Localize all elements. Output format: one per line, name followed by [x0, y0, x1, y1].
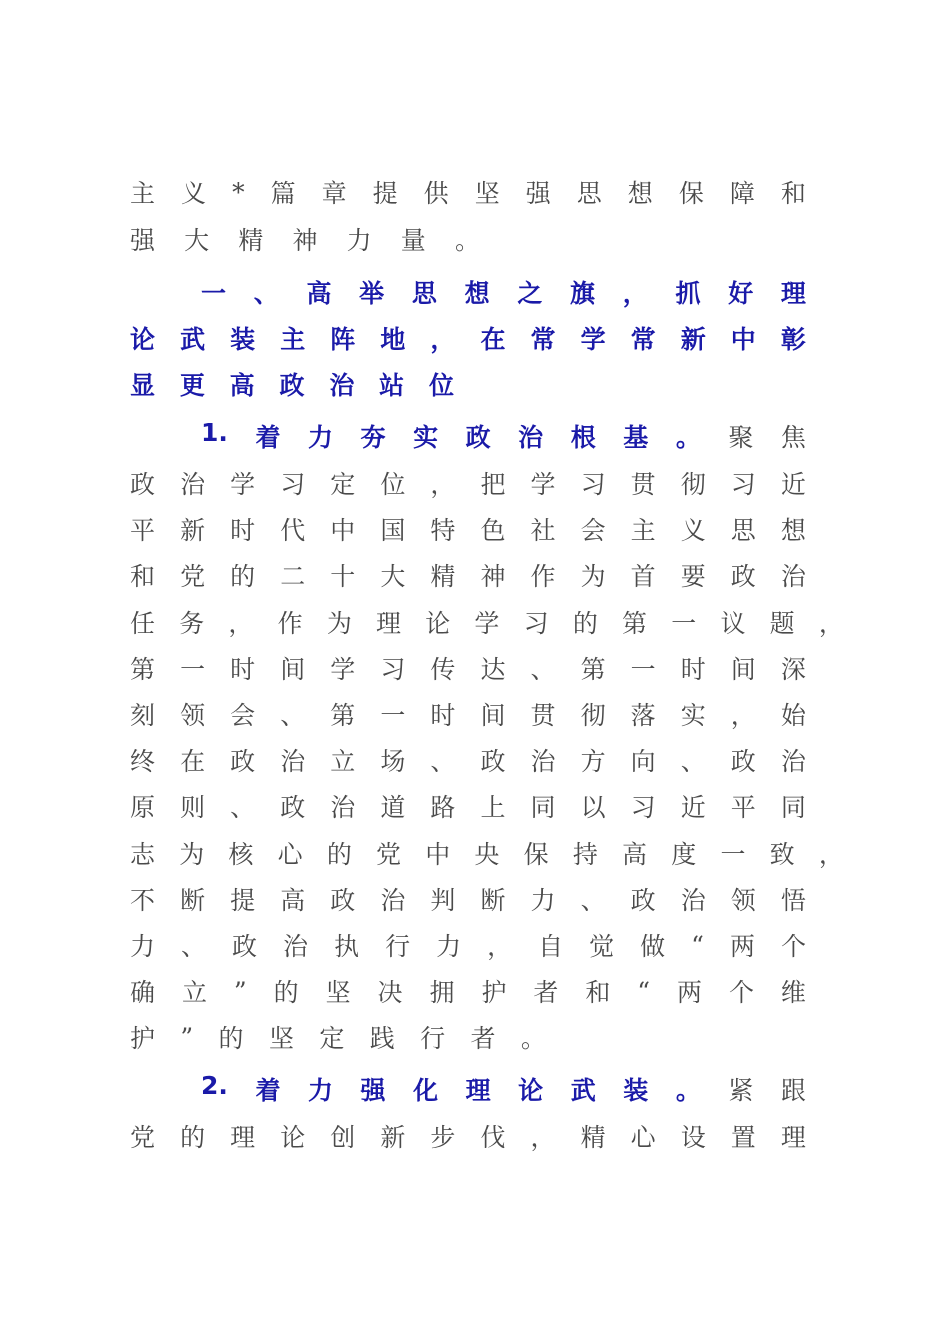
glyph: 终	[130, 747, 156, 777]
glyph: 治	[780, 747, 806, 777]
glyph: 彻	[580, 701, 606, 730]
glyph: 学	[330, 654, 356, 684]
glyph: 一	[380, 701, 406, 730]
glyph: 。	[675, 1076, 701, 1105]
glyph: 持	[572, 839, 598, 869]
glyph: 大	[380, 562, 406, 592]
glyph: ，	[818, 839, 844, 869]
glyph: 论	[130, 325, 156, 354]
glyph: 武	[570, 1076, 596, 1105]
glyph: 思	[730, 516, 756, 546]
glyph: 装	[230, 325, 256, 354]
glyph: 者	[470, 1024, 496, 1054]
glyph: 彰	[780, 325, 806, 354]
glyph: 保	[678, 179, 704, 208]
glyph: 想	[780, 516, 806, 546]
glyph: 焦	[780, 423, 806, 452]
glyph: 道	[380, 793, 406, 823]
glyph: 第	[622, 608, 648, 638]
glyph: 中	[330, 516, 356, 546]
glyph: 治	[280, 747, 306, 777]
glyph: 高	[622, 839, 648, 869]
glyph: 一	[630, 654, 656, 684]
glyph: 跟	[780, 1076, 806, 1105]
glyph: 心	[630, 1123, 656, 1152]
glyph: 量	[400, 226, 426, 255]
glyph: 原	[130, 793, 156, 823]
glyph: 拥	[429, 978, 455, 1008]
section-1-heading-line-2	[130, 318, 806, 358]
glyph: 平	[130, 516, 156, 546]
glyph: 政	[465, 423, 491, 452]
glyph: 、	[181, 932, 207, 961]
glyph: 同	[530, 793, 556, 823]
glyph: 的	[180, 1123, 206, 1152]
glyph: 思	[411, 279, 437, 308]
body-line	[130, 971, 806, 1011]
glyph: 治	[180, 470, 206, 499]
glyph: 心	[277, 839, 303, 869]
glyph: ，	[430, 470, 456, 499]
glyph: 议	[720, 608, 746, 638]
body-line	[130, 740, 806, 780]
glyph: 大	[184, 226, 210, 255]
glyph: ”	[233, 976, 247, 1006]
glyph: 阵	[330, 325, 356, 354]
glyph: 平	[730, 793, 756, 823]
glyph: 特	[430, 516, 456, 546]
glyph: 力	[307, 423, 333, 452]
glyph: 强	[130, 226, 156, 255]
glyph: ，	[818, 608, 844, 638]
glyph: 思	[576, 179, 602, 208]
glyph: 常	[630, 325, 656, 354]
glyph: 高	[280, 885, 306, 915]
glyph: 之	[517, 279, 543, 308]
item-number: 1.	[201, 418, 228, 447]
glyph: ，	[487, 932, 513, 961]
glyph: 近	[680, 793, 706, 823]
glyph: 力	[307, 1076, 333, 1105]
body-line	[130, 1017, 546, 1057]
item-1-title-row	[201, 418, 806, 454]
glyph: 夯	[360, 423, 386, 452]
glyph: 习	[280, 470, 306, 499]
glyph: 度	[671, 839, 697, 869]
glyph: 执	[334, 932, 360, 961]
glyph: 维	[780, 978, 806, 1008]
glyph: 章	[321, 179, 347, 208]
glyph: 义	[680, 516, 706, 546]
glyph: 的	[273, 978, 299, 1008]
glyph: 护	[130, 1024, 156, 1054]
glyph: 者	[533, 978, 559, 1008]
glyph: 理	[465, 1076, 491, 1105]
glyph: 时	[230, 654, 256, 684]
glyph: 彻	[680, 470, 706, 499]
glyph: 和	[780, 179, 806, 208]
glyph: 旗	[570, 279, 596, 308]
glyph: 和	[585, 978, 611, 1008]
item-2-title-row	[201, 1071, 806, 1107]
glyph: 精	[238, 226, 264, 255]
glyph: 神	[480, 562, 506, 592]
glyph: 新	[380, 1123, 406, 1152]
glyph: “	[637, 976, 651, 1006]
glyph: 领	[180, 701, 206, 730]
glyph: 一	[671, 608, 697, 638]
glyph: 位	[380, 470, 406, 499]
glyph: 力	[130, 932, 156, 961]
glyph: 为	[580, 562, 606, 592]
glyph: 更	[179, 371, 205, 400]
glyph: 。	[520, 1024, 546, 1054]
glyph: 个	[728, 978, 754, 1008]
glyph: 同	[780, 793, 806, 823]
glyph: 在	[180, 747, 206, 777]
glyph: 第	[580, 654, 606, 684]
glyph: 习	[380, 654, 406, 684]
glyph: 为	[326, 608, 352, 638]
glyph: 、	[430, 747, 456, 777]
glyph: 主	[630, 516, 656, 546]
glyph: 、	[230, 793, 256, 823]
glyph: 作	[530, 562, 556, 592]
glyph: 习	[580, 470, 606, 499]
glyph: 领	[730, 885, 756, 915]
glyph: 抓	[675, 279, 701, 308]
body-line	[130, 509, 806, 549]
glyph: 的	[572, 608, 598, 638]
glyph: 作	[277, 608, 303, 638]
body-line	[130, 648, 806, 688]
glyph: 治	[518, 423, 544, 452]
glyph: 学	[230, 470, 256, 499]
glyph: 政	[630, 885, 656, 915]
glyph: 学	[580, 325, 606, 354]
glyph: 践	[369, 1024, 395, 1054]
glyph: 着	[255, 1076, 281, 1105]
glyph: 断	[480, 885, 506, 915]
body-line	[130, 1116, 806, 1156]
glyph: 题	[769, 608, 795, 638]
glyph: 力	[346, 226, 372, 255]
glyph: 党	[180, 562, 206, 592]
glyph: 的	[326, 839, 352, 869]
glyph: 任	[130, 608, 156, 638]
glyph: 落	[630, 701, 656, 730]
glyph: 刻	[130, 701, 156, 730]
glyph: 党	[376, 839, 402, 869]
glyph: 力	[436, 932, 462, 961]
glyph: 则	[180, 793, 206, 823]
glyph: 立	[181, 978, 207, 1008]
glyph: 置	[730, 1123, 756, 1152]
glyph: 新	[680, 325, 706, 354]
glyph: 举	[359, 279, 385, 308]
glyph: 做	[640, 932, 666, 961]
glyph: 治	[680, 885, 706, 915]
glyph: 首	[630, 562, 656, 592]
glyph: 治	[780, 562, 806, 592]
glyph: 理	[376, 608, 402, 638]
glyph: 学	[474, 608, 500, 638]
glyph: 强	[360, 1076, 386, 1105]
body-line	[130, 463, 806, 503]
glyph: *	[232, 177, 245, 207]
glyph: 论	[518, 1076, 544, 1105]
glyph: 着	[255, 423, 281, 452]
glyph: 武	[180, 325, 206, 354]
glyph: 精	[580, 1123, 606, 1152]
glyph: 供	[423, 179, 449, 208]
intro-line-2	[130, 219, 480, 259]
glyph: 站	[379, 371, 405, 400]
glyph: 政	[279, 371, 305, 400]
glyph: 紧	[728, 1076, 754, 1105]
glyph: 向	[630, 747, 656, 777]
glyph: ，	[530, 1123, 556, 1152]
body-line	[130, 555, 806, 595]
glyph: 致	[769, 839, 795, 869]
glyph: 显	[130, 371, 156, 400]
glyph: 习	[523, 608, 549, 638]
glyph: 、	[253, 279, 279, 308]
body-line	[130, 786, 806, 826]
glyph: 行	[385, 932, 411, 961]
glyph: 精	[430, 562, 456, 592]
item-2-first-line	[201, 1069, 806, 1109]
glyph: 间	[730, 654, 756, 684]
glyph: 化	[413, 1076, 439, 1105]
glyph: 路	[430, 793, 456, 823]
glyph: 方	[580, 747, 606, 777]
glyph: 高	[229, 371, 255, 400]
glyph: 、	[680, 747, 706, 777]
glyph: 理	[780, 1123, 806, 1152]
item-number: 2.	[201, 1071, 228, 1100]
glyph: 位	[428, 371, 454, 400]
body-line	[130, 833, 844, 873]
glyph: 悟	[780, 885, 806, 915]
glyph: 坚	[474, 179, 500, 208]
glyph: 深	[780, 654, 806, 684]
glyph: 断	[180, 885, 206, 915]
glyph: 根	[570, 423, 596, 452]
glyph: 。	[454, 226, 480, 255]
body-line	[130, 879, 806, 919]
glyph: 政	[130, 470, 156, 499]
glyph: 在	[480, 325, 506, 354]
glyph: 地	[380, 325, 406, 354]
glyph: 近	[780, 470, 806, 499]
glyph: 时	[430, 701, 456, 730]
glyph: 、	[280, 701, 306, 730]
glyph: 色	[480, 516, 506, 546]
glyph: 第	[130, 654, 156, 684]
item-1-first-line	[201, 416, 806, 456]
glyph: 两	[677, 978, 703, 1008]
glyph: 治	[330, 793, 356, 823]
glyph: 会	[580, 516, 606, 546]
glyph: ，	[730, 701, 756, 730]
glyph: 始	[780, 701, 806, 730]
glyph: 一	[201, 279, 227, 308]
glyph: 两	[729, 932, 755, 961]
glyph: 步	[430, 1123, 456, 1152]
glyph: 政	[280, 793, 306, 823]
glyph: 保	[523, 839, 549, 869]
glyph: 设	[680, 1123, 706, 1152]
glyph: 确	[130, 978, 156, 1008]
glyph: 实	[413, 423, 439, 452]
glyph: 治	[283, 932, 309, 961]
glyph: 定	[319, 1024, 345, 1054]
glyph: ，	[430, 325, 456, 354]
glyph: 党	[130, 1123, 156, 1152]
glyph: 社	[530, 516, 556, 546]
glyph: 政	[232, 932, 258, 961]
glyph: 代	[280, 516, 306, 546]
glyph: 、	[530, 654, 556, 684]
glyph: 主	[280, 325, 306, 354]
body-line	[130, 925, 806, 965]
glyph: 务	[179, 608, 205, 638]
glyph: 核	[228, 839, 254, 869]
glyph: 习	[730, 470, 756, 499]
glyph: 定	[330, 470, 356, 499]
glyph: 政	[730, 562, 756, 592]
glyph: 央	[474, 839, 500, 869]
glyph: 决	[377, 978, 403, 1008]
glyph: 间	[280, 654, 306, 684]
glyph: 理	[230, 1123, 256, 1152]
glyph: 把	[480, 470, 506, 499]
glyph: 好	[728, 279, 754, 308]
glyph: 间	[480, 701, 506, 730]
glyph: 个	[780, 932, 806, 961]
glyph: 为	[179, 839, 205, 869]
glyph: 、	[580, 885, 606, 915]
glyph: 想	[627, 179, 653, 208]
intro-line-1	[130, 172, 806, 212]
glyph: “	[691, 930, 704, 960]
glyph: 论	[425, 608, 451, 638]
glyph: 学	[530, 470, 556, 499]
glyph: 和	[130, 562, 156, 592]
glyph: 坚	[325, 978, 351, 1008]
glyph: 以	[580, 793, 606, 823]
glyph: 一	[720, 839, 746, 869]
glyph: 立	[330, 747, 356, 777]
glyph: 政	[330, 885, 356, 915]
glyph: 不	[130, 885, 156, 915]
glyph: 会	[230, 701, 256, 730]
glyph: 场	[380, 747, 406, 777]
glyph: ”	[180, 1022, 194, 1052]
glyph: ，	[228, 608, 254, 638]
glyph: 伐	[480, 1123, 506, 1152]
glyph: 传	[430, 654, 456, 684]
glyph: 国	[380, 516, 406, 546]
glyph: ，	[622, 279, 648, 308]
glyph: 聚	[728, 423, 754, 452]
glyph: 政	[230, 747, 256, 777]
glyph: 习	[630, 793, 656, 823]
glyph: 篇	[270, 179, 296, 208]
glyph: 想	[464, 279, 490, 308]
glyph: 贯	[530, 701, 556, 730]
glyph: 神	[292, 226, 318, 255]
glyph: 时	[230, 516, 256, 546]
glyph: 义	[181, 179, 207, 208]
glyph: 十	[330, 562, 356, 592]
glyph: 治	[530, 747, 556, 777]
glyph: 中	[730, 325, 756, 354]
glyph: 达	[480, 654, 506, 684]
body-line	[130, 602, 844, 642]
glyph: 障	[729, 179, 755, 208]
glyph: 实	[680, 701, 706, 730]
glyph: 新	[180, 516, 206, 546]
glyph: 政	[480, 747, 506, 777]
glyph: 第	[330, 701, 356, 730]
glyph: 高	[306, 279, 332, 308]
glyph: 理	[780, 279, 806, 308]
glyph: 基	[623, 423, 649, 452]
glyph: 的	[218, 1024, 244, 1054]
glyph: 自	[538, 932, 564, 961]
section-1-heading-line-1	[201, 272, 806, 312]
glyph: 治	[329, 371, 355, 400]
glyph: 政	[730, 747, 756, 777]
glyph: 力	[530, 885, 556, 915]
glyph: 要	[680, 562, 706, 592]
glyph: 二	[280, 562, 306, 592]
glyph: 行	[420, 1024, 446, 1054]
section-1-heading-line-3	[130, 364, 454, 404]
glyph: 强	[525, 179, 551, 208]
glyph: 护	[481, 978, 507, 1008]
glyph: 贯	[630, 470, 656, 499]
glyph: 上	[480, 793, 506, 823]
glyph: 提	[230, 885, 256, 915]
glyph: 装	[623, 1076, 649, 1105]
glyph: 一	[180, 654, 206, 684]
glyph: 主	[130, 179, 156, 208]
glyph: 中	[425, 839, 451, 869]
glyph: 坚	[268, 1024, 294, 1054]
glyph: 常	[530, 325, 556, 354]
glyph: 治	[380, 885, 406, 915]
glyph: 觉	[589, 932, 615, 961]
body-line	[130, 694, 806, 734]
glyph: 的	[230, 562, 256, 592]
glyph: 。	[675, 423, 701, 452]
glyph: 志	[130, 839, 156, 869]
glyph: 创	[330, 1123, 356, 1152]
glyph: 论	[280, 1123, 306, 1152]
glyph: 判	[430, 885, 456, 915]
glyph: 时	[680, 654, 706, 684]
glyph: 提	[372, 179, 398, 208]
